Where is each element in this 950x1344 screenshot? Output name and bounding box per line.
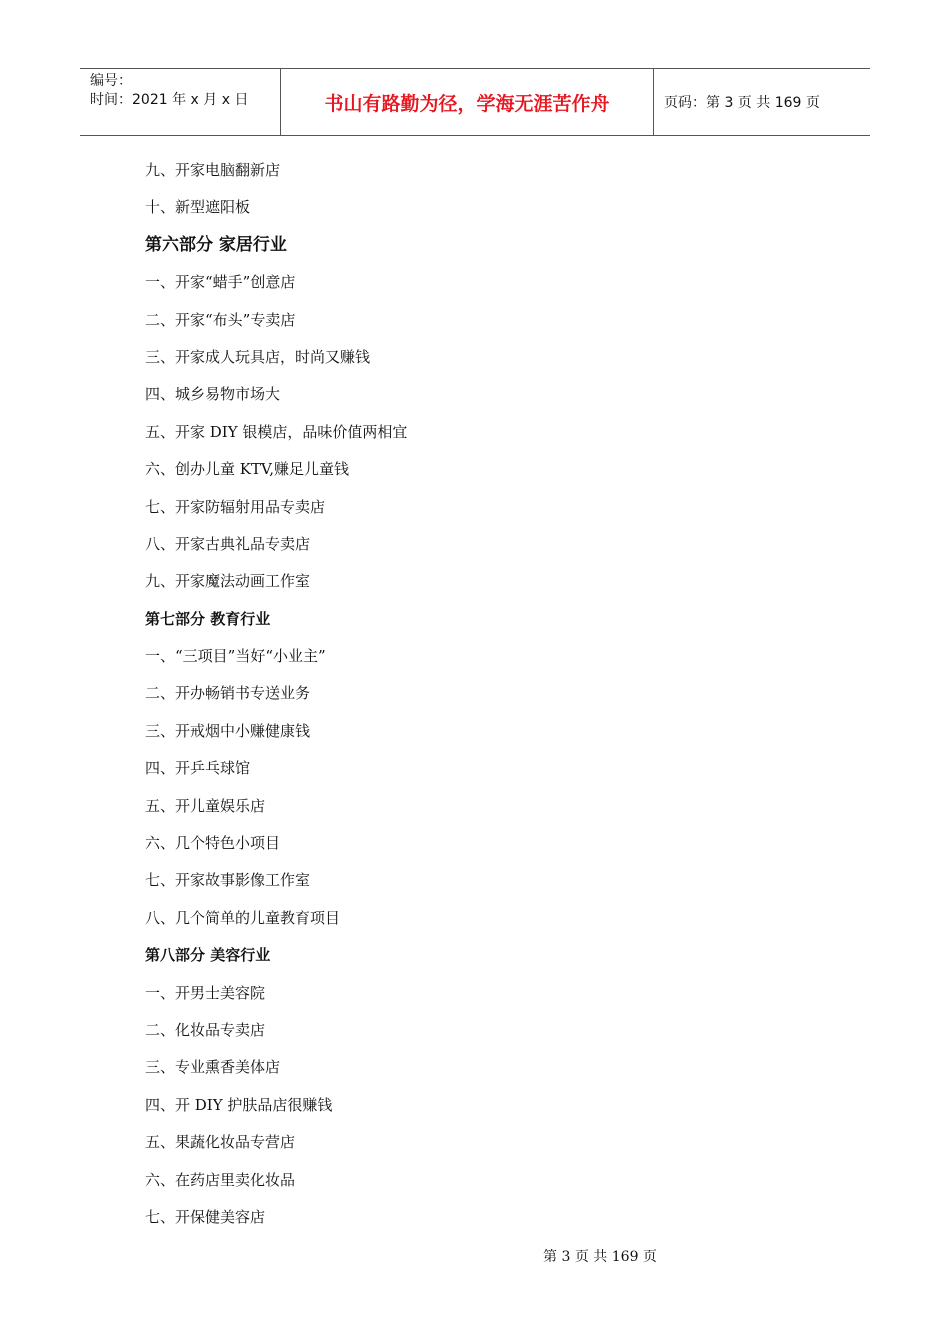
header-meta: [80, 69, 281, 135]
header-page-info: 页码：第 3 页 共 169 页: [664, 95, 820, 111]
list-item: 三、专业熏香美体店: [145, 1058, 281, 1077]
list-item: 七、开家故事影像工作室: [145, 871, 311, 890]
page-footer: 第 3 页 共 169 页: [543, 1249, 657, 1265]
list-item: 四、开乒乓球馆: [145, 759, 251, 778]
list-item: 三、开戒烟中小赚健康钱: [145, 721, 311, 740]
list-item: 一、“三项目”当好“小业主”: [145, 647, 326, 666]
list-item: 三、开家成人玩具店，时尚又赚钱: [145, 347, 371, 366]
list-item: 五、开家 DIY 银模店，品味价值两相宜: [145, 422, 408, 441]
list-item: 八、几个简单的儿童教育项目: [145, 908, 341, 927]
list-item: 五、开儿童娱乐店: [145, 796, 266, 815]
list-item: 七、开家防辐射用品专卖店: [145, 497, 326, 516]
list-item: 六、在药店里卖化妆品: [145, 1170, 296, 1189]
list-item: 九、开家魔法动画工作室: [145, 572, 311, 591]
list-item: 一、开家“蜡手”创意店: [145, 273, 296, 292]
list-item: 四、城乡易物市场大: [145, 385, 281, 404]
list-item: 四、开 DIY 护肤品店很赚钱: [145, 1095, 333, 1114]
list-item: 五、果蔬化妆品专营店: [145, 1133, 296, 1152]
list-item: 七、开保健美容店: [145, 1207, 266, 1226]
section-heading: 第六部分 家居行业: [145, 234, 287, 255]
list-item: 八、开家古典礼品专卖店: [145, 534, 311, 553]
document-date-label: 时间：2021 年 x 月 x 日: [90, 92, 249, 108]
list-item: 十、新型遮阳板: [145, 198, 251, 217]
list-item: 六、几个特色小项目: [145, 834, 281, 853]
header-slogan: 书山有路勤为径，学海无涯苦作舟: [281, 69, 654, 135]
document-number-label: 编号：: [90, 73, 132, 89]
section-heading: 第七部分 教育行业: [145, 609, 271, 628]
list-item: 二、化妆品专卖店: [145, 1020, 266, 1039]
list-item: 九、开家电脑翻新店: [145, 161, 281, 179]
table-of-contents: [145, 152, 845, 1236]
section-heading: 第八部分 美容行业: [145, 946, 271, 965]
list-item: 二、开办畅销书专送业务: [145, 684, 311, 703]
page-header: [80, 68, 870, 136]
list-item: 二、开家“布头”专卖店: [145, 310, 296, 329]
list-item: 六、创办儿童 KTV,赚足儿童钱: [145, 460, 349, 479]
list-item: 一、开男士美容院: [145, 983, 266, 1002]
